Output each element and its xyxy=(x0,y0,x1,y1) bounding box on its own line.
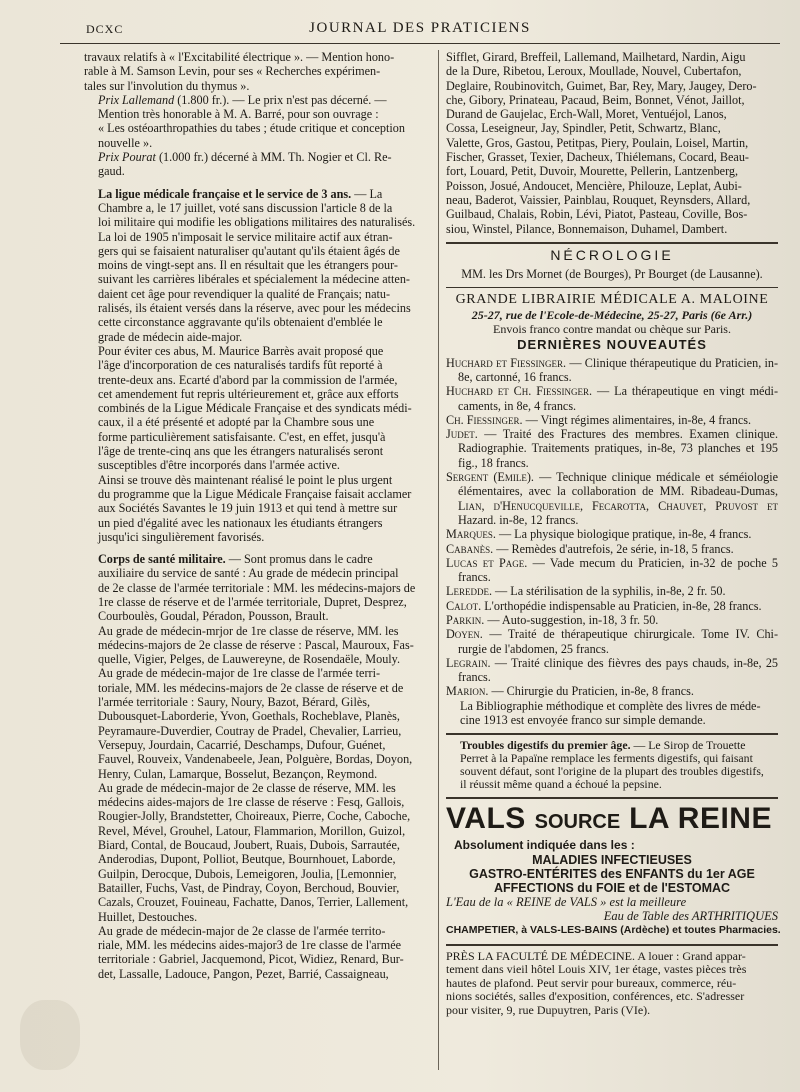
librairie-address: 25-27, rue de l'Ecole-de-Médecine, 25-27, Paris (6e Arr.) xyxy=(471,307,753,322)
section-rule xyxy=(446,242,778,244)
book-entry: Ch. Fiessinger. — Vingt régimes alimentaires, in-8e, 4 francs. xyxy=(446,412,752,427)
a-louer-advert: PRÈS LA FACULTÉ DE MÉDECINE. A louer : Grand appar- tement dans vieil hôtel Louis XIV, 1er étage, vastes pièces très hautes de plafond. Peut servir pour bureaux, commerce, réu- nions sociétés, salles d'exposition, conférences, etc. S'adresser pour visiter, 9, rue Dupuytren, Paris (VIe). xyxy=(446,948,747,1017)
book-entry: Sergent (Emile). — Technique clinique médicale et séméiologie élémentaires, avec la collaboration de MM. Ribadeau-Dumas, Lian, d'Henucqueville, Fecarotta, Chauvet, Pruvost et Hazard. in-8e, 12 francs. xyxy=(446,470,778,527)
necrologie-heading: NÉCROLOGIE xyxy=(550,246,674,263)
paper-stain xyxy=(20,1000,80,1070)
book-entry: Calot. L'orthopédie indispensable au Praticien, in-8e, 28 francs. xyxy=(446,598,762,613)
book-entry: Huchard et Fiessinger. — Clinique thérapeutique du Praticien, in-8e, cartonné, 16 francs. xyxy=(446,355,779,384)
section-rule xyxy=(446,944,778,946)
necrologie-text: MM. les Drs Mornet (de Bourges), Pr Bourget (de Lausanne). xyxy=(461,267,763,282)
troubles-advert: Troubles digestifs du premier âge. — Le Sirop de Trouette Perret à la Papaïne remplace les ferments digestifs, qui faisant souvent défaut, sont l'origine de la plupart des troubles digestifs, il réussit même quand a échoué la pepsine. xyxy=(460,738,764,792)
book-entry: Parkin. — Auto-suggestion, in-18, 3 fr. 50. xyxy=(446,612,659,627)
book-list xyxy=(446,356,778,699)
corps-paragraph: Corps de santé militaire. — Sont promus dans le cadre auxiliaire du service de santé : Au grade de médecin principal de 2e classe de l'armée territoriale : MM. les médecins-majors de 1re classe de réserve et de l'armée territoriale, Dupret, Desprez, Courboulès, Goudal, Péradon, Pousson, Brault. xyxy=(98,552,416,624)
ligue-heading: La ligue médicale française et le service de 3 ans. xyxy=(98,186,352,201)
grade-2e-territoriale-paragraph: Au grade de médecin-major de 2e classe de l'armée territo- riale, MM. les médecins aides-major3 de 1re classe de l'armée territoriale : Gabriel, Jacquemond, Picot, Widiez, Renard, Bur- det, Lassalle, Ladouce, Pangon, Pezet, Barrié, Cassaigneau, xyxy=(98,923,404,981)
ligue-paragraph: La ligue médicale française et le service de 3 ans. — La Chambre a, le 17 juillet, voté sans discussion l'article 8 de la loi militaire qui modifie les obligations militaires des naturalisés. La loi de 1905 n'imposait le service militaire actif aux étran- gers qui se faisaient naturaliser qu'autant qu'ils étaient âgés de moins de vingt-sept ans. Il en résultait que les étrangers pour- suivant les carrières libérales et spécialement la médecine atten- daient cet âge pour revendiquer la qualité de Français; natu- ralisés, ils étaient versés dans la réserve, avec pour les médecins cette circonstance aggravante qu'ils obtenaient d'emblée le grade de médecin aide-major. xyxy=(98,186,416,344)
book-entry: Legrain. — Traité clinique des fièvres des pays chauds, in-8e, 25 francs. xyxy=(446,655,779,685)
bibliographie-note: La Bibliographie méthodique et complète des livres de méde- cine 1913 est envoyée franco sur simple demande. xyxy=(460,698,761,728)
book-entry: Marques. — La physique biologique pratique, in-8e, 4 francs. xyxy=(446,527,752,542)
book-entry: Cabanès. — Remèdes d'autrefois, 2e série, in-18, 5 francs. xyxy=(446,541,734,556)
grade-1re-territoriale-paragraph: Au grade de médecin-major de 1re classe de l'armée terri- toriale, MM. les médecins-majors de 2e classe de réserve et de l'armée territoriale : Saury, Noury, Bazot, Bérard, Gilès, Dubousquet-Laborderie, Yvon, Goethals, Rocheblave, Planès, Peyramaure-Duverdier, Coutray de Pradel, Chevalier, Larrieu, Versepuy, Jourdain, Cacarrié, Deschamps, Dufour, Guénet, Fauvel, Rouveix, Vandenabeele, Jean, Polguère, Bordas, Doyon, Henry, Culan, Lamarque, Bosselut, Bezançon, Reymond. xyxy=(98,666,413,781)
book-entry: Judet. — Traité des Fractures des membres. Examen clinique. Radiographie. Traitements pratiques, in-8e, 73 planches et 195 fig., 18 francs. xyxy=(446,427,779,470)
book-entry: Leredde. — La stérilisation de la syphilis, in-8e, 2 fr. 50. xyxy=(446,584,726,599)
journal-title: JOURNAL DES PRATICIENS xyxy=(309,20,531,36)
grade-2e-reserve-paragraph: Au grade de médecin-major de 2e classe de réserve, MM. les médecins aides-majors de 1re classe de réserve : Fesq, Gallois, Rougier-Jolly, Brandstetter, Choireaux, Pierre, Coche, Caboche, Revel, Mével, Grouhel, Latour, Flammarion, Morillon, Guizol, Biard, Contal, de Boucaud, Joubert, Ruais, Dubois, Sarrautée, Anderodias, Dupont, Polliot, Beutque, Bournhouet, Laborde, Guilpin, Derocque, Dubois, Lemeigoren, Joulia, [Lemonnier, Batailler, Fuchs, Vast, de Pindray, Coyon, Berchoud, Bouvier, Cazals, Crouzet, Fouineau, Fachatte, Danos, Terrier, Lallement, Huillet, Destouches. xyxy=(98,780,411,924)
ainsi-paragraph: Ainsi se trouve dès maintenant réalisé le point le plus urgent du programme que la Ligue Médicale Française faisait acclamer aux Sociétés Savantes le 19 juin 1913 et qui tend à mettre sur un pied d'égalité avec les nationaux les étudiants étrangers jusqu'ici singulièrement favorisés. xyxy=(98,472,412,544)
column-divider xyxy=(438,50,439,1070)
prix-lallemand-label: Prix Lallemand xyxy=(98,92,175,107)
page-header xyxy=(60,18,780,44)
section-rule xyxy=(446,733,778,735)
book-entry: Lucas et Page. — Vade mecum du Praticien, in-32 de poche 5 francs. xyxy=(446,555,778,585)
nouveautes-heading: DERNIÈRES NOUVEAUTÉS xyxy=(517,337,707,353)
excitabilite-paragraph: travaux relatifs à « l'Excitabilité électrique ». — Mention hono- rable à M. Samson Levin, pour ses « Recherches expérimen- tales sur l'involution du thymus ». xyxy=(84,50,395,93)
vals-advert: VALS SOURCE LA REINE Absolument indiquée dans les : MALADIES INFECTIEUSES GASTRO-ENTÉRITES des ENFANTS du 1er AGE AFFECTIONS du FOIE et de l'ESTOMAC L'Eau de la « REINE de VALS » est la meilleure Eau de Table des ARTHRITIQUES CHAMPETIER, à VALS-LES-BAINS (Ardèche) et toutes Pharmacies. xyxy=(446,802,781,937)
librairie-shipping: Envois franco contre mandat ou chèque sur Paris. xyxy=(493,322,731,337)
section-rule xyxy=(446,797,778,799)
page-number: DCXC xyxy=(86,22,124,36)
left-column xyxy=(84,50,430,981)
grade-1re-reserve-paragraph: Au grade de médecin-mrjor de 1re classe de réserve, MM. les médecins-majors de 2e classe de réserve : Pascal, Mauroux, Fas- quelle, Vigier, Pelges, de Lauwereyne, de Rosendaële, Mouly. xyxy=(98,623,414,667)
book-entry: Huchard et Ch. Fiessinger. — La thérapeutique en vingt médi- caments, in 8e, 4 francs. xyxy=(446,384,779,413)
section-rule xyxy=(446,287,778,288)
book-entry: Doyen. — Traité de thérapeutique chirurgicale. Tome IV. Chi- rurgie de l'abdomen, 25 francs. xyxy=(446,627,779,656)
right-column xyxy=(446,50,781,1017)
barres-paragraph: Pour éviter ces abus, M. Maurice Barrès avait proposé que l'âge d'incorporation de ces naturalisés tardifs fût reporté à trente-deux ans. Ecarté d'abord par la commission de l'armée, cet amendement fut repris ultérieurement et, grâce aux efforts combinés de la Ligue Médicale Française et des syndicats médi- caux, il a été présenté et adopté par la Chambre sous une forme particulièrement satisfaisante. C'est, en effet, jusqu'à l'âge de trente-cinq ans que les étrangers naturalisés seront susceptibles d'être incorporés dans l'armée active. xyxy=(98,343,412,473)
troubles-heading: Troubles digestifs du premier âge. xyxy=(460,738,631,753)
prix-pourat-label: Prix Pourat xyxy=(98,150,156,165)
names-continuation: Sifflet, Girard, Breffeil, Lallemand, Mailhetard, Nardin, Aigu de la Dure, Ribetou, Leroux, Moullade, Nouvel, Cubertafon, Deglaire, Roubinovitch, Guimet, Bar, Rey, Mary, Jaugey, Dero- che, Gibory, Prinateau, Pacaud, Beim, Bonnet, Vénot, Jaillot, Durand de Gaujelac, Erch-Wall, Moret, Ventuéjol, Lanos, Cossa, Leseigneur, Jay, Spindler, Petit, Schwartz, Blanc, Valette, Gros, Gastou, Petitpas, Piery, Poulain, Loisel, Martin, Fischer, Grasset, Texier, Dacheux, Thiélemans, Cocard, Beau- fort, Louard, Petit, Duvoir, Mourette, Pellerin, Lantzenberg, Poisson, Josué, Andoucet, Mencière, Philouze, Leplat, Aubi- neau, Baderot, Vaissier, Painblau, Rouquet, Reynsders, Allard, Guilbaud, Chalais, Robin, Lévi, Piatot, Pasteau, Coville, Bos- siou, Winstel, Pilance, Bonnemaison, Duhamel, Dambert. xyxy=(446,50,757,236)
corps-heading: Corps de santé militaire. xyxy=(98,552,226,567)
vals-brand: VALS SOURCE LA REINE xyxy=(446,802,772,836)
prix-lallemand-paragraph: Prix Lallemand (1.800 fr.). — Le prix n'est pas décerné. — Mention très honorable à M. A. Barré, pour son ouvrage : « Les ostéoarthropathies du tabes ; étude critique et conception nouvelle ». xyxy=(98,92,405,150)
book-entry: Marion. — Chirurgie du Praticien, in-8e, 8 francs. xyxy=(446,684,694,699)
librairie-heading: GRANDE LIBRAIRIE MÉDICALE A. MALOINE xyxy=(455,292,769,308)
prix-pourat-paragraph: Prix Pourat (1.000 fr.) décerné à MM. Th. Nogier et Cl. Re- gaud. xyxy=(98,150,392,179)
